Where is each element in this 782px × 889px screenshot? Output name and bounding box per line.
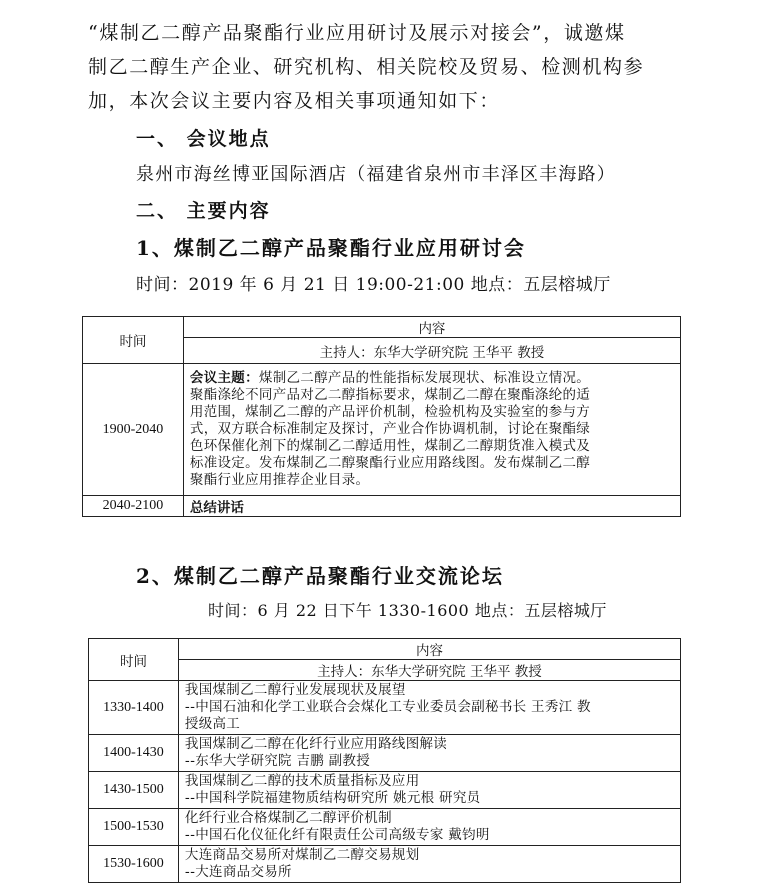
theme-line: 标准设定。发布煤制乙二醇聚酯行业应用路线图。发布煤制乙二醇 xyxy=(189,455,591,471)
theme-line: 聚酯行业应用推荐企业目录。 xyxy=(189,472,370,488)
talk-title: 化纤行业合格煤制乙二醇评价机制 xyxy=(184,810,392,826)
section-heading-venue: 一、 会议地点 xyxy=(136,128,271,150)
theme-line: 式，双方联合标准制定及探讨，产业合作协调机制，讨论在聚酯绿 xyxy=(189,421,591,437)
talk-speaker: --中国石油和化学工业联合会煤化工专业委员会副秘书长 王秀江 教 xyxy=(184,699,591,715)
table-header-content: 内容 xyxy=(183,317,680,338)
talk-title: 我国煤制乙二醇的技术质量指标及应用 xyxy=(184,773,420,789)
event1-timeline: 时间：2019 年 6 月 21 日 19:00-21:00 地点：五层榕城厅 xyxy=(136,275,611,295)
intro-line-1: “煤制乙二醇产品聚酯行业应用研讨及展示对接会”，诚邀煤 xyxy=(88,22,626,44)
event2-title: 2、煤制乙二醇产品聚酯行业交流论坛 xyxy=(136,564,504,588)
row-content: 总结讲话 xyxy=(183,496,680,517)
row-time: 2040-2100 xyxy=(83,496,184,517)
table-host: 主持人：东华大学研究院 王华平 教授 xyxy=(178,660,680,681)
table-header-time: 时间 xyxy=(83,317,184,364)
row-time: 1500-1530 xyxy=(89,809,179,846)
table-row xyxy=(83,364,681,496)
table-row xyxy=(89,846,681,883)
talk-title: 大连商品交易所对煤制乙二醇交易规划 xyxy=(184,847,420,863)
row-time: 1430-1500 xyxy=(89,772,179,809)
talk-speaker: --中国石化仪征化纤有限责任公司高级专家 戴钧明 xyxy=(184,827,490,843)
row-time: 1900-2040 xyxy=(83,364,184,496)
talk-speaker: --东华大学研究院 吉鹏 副教授 xyxy=(184,753,371,769)
table-row xyxy=(89,681,681,735)
theme-label: 会议主题： xyxy=(189,370,259,386)
event2-schedule-table xyxy=(88,638,681,883)
table-row xyxy=(89,809,681,846)
row-content xyxy=(178,846,680,883)
table-row xyxy=(89,772,681,809)
intro-line-2: 制乙二醇生产企业、研究机构、相关院校及贸易、检测机构参 xyxy=(88,56,645,78)
table-header-content: 内容 xyxy=(178,639,680,660)
row-content xyxy=(183,364,680,496)
theme-line: 聚酯涤纶不同产品对乙二醇指标要求，煤制乙二醇在聚酯涤纶的适 xyxy=(189,387,591,403)
event1-title: 1、煤制乙二醇产品聚酯行业应用研讨会 xyxy=(136,236,526,260)
table-host: 主持人：东华大学研究院 王华平 教授 xyxy=(183,338,680,364)
talk-speaker: --大连商品交易所 xyxy=(184,864,292,880)
talk-speaker: 授级高工 xyxy=(184,716,241,732)
row-content xyxy=(178,772,680,809)
row-content xyxy=(178,735,680,772)
talk-title: 我国煤制乙二醇行业发展现状及展望 xyxy=(184,682,406,698)
table-row xyxy=(89,735,681,772)
row-time: 1330-1400 xyxy=(89,681,179,735)
venue-address: 泉州市海丝博亚国际酒店（福建省泉州市丰泽区丰海路） xyxy=(136,164,616,185)
row-content xyxy=(178,681,680,735)
intro-line-3: 加，本次会议主要内容及相关事项通知如下： xyxy=(88,90,501,112)
theme-line: 用范围，煤制乙二醇的产品评价机制，检验机构及实验室的参与方 xyxy=(189,404,591,420)
talk-title: 我国煤制乙二醇在化纤行业应用路线图解读 xyxy=(184,736,448,752)
event2-timeline: 时间：6 月 22 日下午 1330-1600 地点：五层榕城厅 xyxy=(208,601,607,620)
table-header-time: 时间 xyxy=(89,639,179,681)
row-time: 1400-1430 xyxy=(89,735,179,772)
row-time: 1530-1600 xyxy=(89,846,179,883)
theme-line: 煤制乙二醇产品的性能指标发展现状、标准设立情况。 xyxy=(258,370,591,386)
theme-line: 色环保催化剂下的煤制乙二醇适用性，煤制乙二醇期货准入模式及 xyxy=(189,438,591,454)
table-row xyxy=(83,496,681,517)
talk-speaker: --中国科学院福建物质结构研究所 姚元根 研究员 xyxy=(184,790,481,806)
row-content xyxy=(178,809,680,846)
event1-schedule-table xyxy=(82,316,681,517)
section-heading-content: 二、 主要内容 xyxy=(136,200,271,222)
